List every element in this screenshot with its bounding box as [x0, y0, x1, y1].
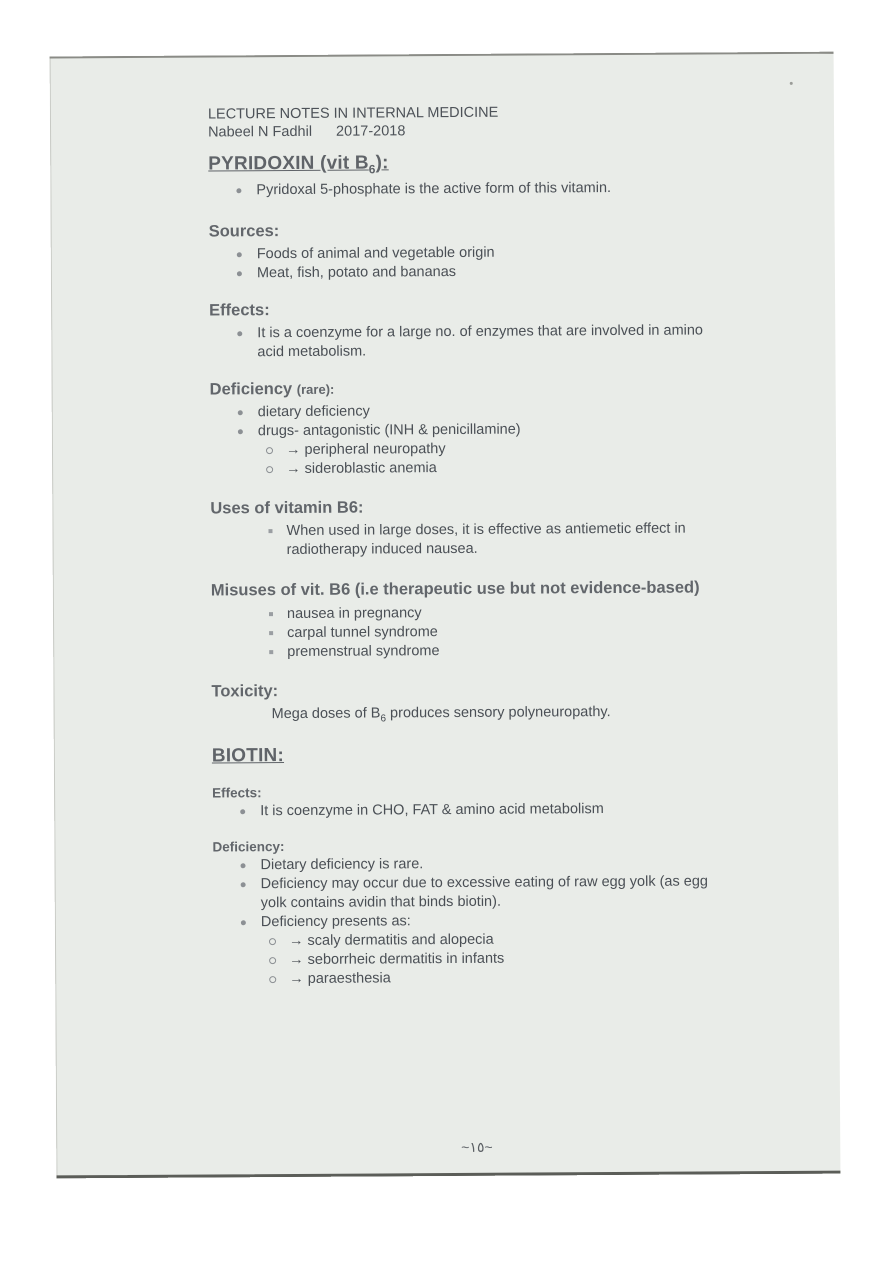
list-item-text: nausea in pregnancy: [286, 604, 422, 622]
list-item: [212, 799, 772, 821]
biotin-title: BIOTIN:: [211, 744, 285, 767]
header-year: 2017-2018: [335, 123, 406, 140]
list-item: [210, 519, 716, 560]
biotin-effects-list: [212, 799, 772, 821]
toxicity-heading: Toxicity:: [211, 681, 279, 701]
square-bullet-icon: [269, 612, 273, 616]
list-item-text: dietary deficiency: [257, 403, 370, 420]
list-item: [209, 261, 769, 283]
list-item: [211, 640, 771, 662]
circle-bullet-icon: [269, 938, 276, 945]
biotin-deficiency-list: [212, 853, 773, 989]
misuses-heading: Misuses of vit. B6 (i.e therapeutic use but not evidence-based): [210, 578, 700, 600]
square-bullet-icon: [269, 631, 273, 635]
effects-heading: Effects:: [209, 300, 270, 320]
bullet-icon: [241, 863, 246, 868]
list-item-text: → sideroblastic anemia: [286, 459, 437, 477]
header-author: Nabeel N Fadhil: [208, 123, 313, 141]
toxicity-text-sub: 6: [380, 713, 387, 725]
bullet-icon: [237, 271, 242, 276]
effects-list: [209, 321, 769, 362]
deficiency-heading-text: Deficiency: [209, 379, 293, 399]
header-title: LECTURE NOTES IN INTERNAL MEDICINE: [207, 104, 499, 123]
list-item-text: Deficiency may occur due to excessive eating of raw egg yolk (as egg yolk contains avidin that binds biotin).: [260, 873, 708, 911]
list-item-text: drugs- antagonistic (INH & penicillamine): [257, 421, 521, 439]
bullet-icon: [241, 920, 246, 925]
pyridoxin-title-sub: 6: [368, 162, 376, 177]
list-item-text: Pyridoxal 5-phosphate is the active form of this vitamin.: [256, 179, 612, 198]
misuses-list: [211, 602, 771, 662]
list-item: [213, 872, 721, 913]
toxicity-text: [212, 702, 772, 729]
list-item: [208, 178, 768, 200]
list-item-text: carpal tunnel syndrome: [287, 623, 438, 641]
speck: [790, 82, 793, 85]
biotin-effects-heading: Effects:: [212, 784, 262, 801]
bullet-icon: [236, 188, 241, 193]
list-item-text: → seborrheic dermatitis in infants: [289, 950, 505, 968]
square-bullet-icon: [268, 529, 272, 533]
list-item-text: It is coenzyme in CHO, FAT & amino acid metabolism: [260, 800, 604, 819]
biotin-deficiency-heading: Deficiency:: [212, 838, 285, 855]
circle-bullet-icon: [269, 976, 276, 983]
list-item-text: Foods of animal and vegetable origin: [256, 244, 495, 262]
page-content: [208, 102, 773, 989]
bullet-icon: [241, 882, 246, 887]
toxicity-text-b: produces sensory polyneuropathy.: [385, 703, 611, 722]
pyridoxin-title-text: PYRIDOXIN (vit B: [208, 152, 369, 175]
list-item-text: → peripheral neuropathy: [285, 440, 446, 458]
uses-list: [210, 519, 770, 560]
list-item-text: When used in large doses, it is effective as antiemetic effect in radiotherapy induced nausea.: [286, 520, 686, 558]
paper-sheet: [50, 52, 841, 1179]
circle-bullet-icon: [269, 957, 276, 964]
sub-list-item: [210, 457, 770, 479]
list-item-text: Dietary deficiency is rare.: [260, 855, 424, 873]
bullet-icon: [237, 252, 242, 257]
list-item-text: Meat, fish, potato and bananas: [256, 263, 457, 281]
list-item-text: Deficiency presents as:: [260, 912, 411, 930]
square-bullet-icon: [269, 650, 273, 654]
circle-bullet-icon: [266, 466, 273, 473]
deficiency-list: [210, 400, 770, 479]
list-item-text: premenstrual syndrome: [287, 642, 440, 660]
list-item-text: It is a coenzyme for a large no. of enzymes that are involved in amino acid metabolism.: [257, 322, 704, 360]
bullet-icon: [238, 429, 243, 434]
deficiency-heading: [210, 377, 770, 399]
bullet-icon: [238, 410, 243, 415]
sub-list-item: [213, 967, 773, 989]
sources-heading: Sources:: [208, 221, 280, 241]
sources-list: [209, 242, 769, 283]
page-number: ~١٥~: [461, 1138, 493, 1155]
list-item: [209, 321, 717, 362]
header-author-line: [208, 120, 768, 141]
deficiency-heading-note: (rare):: [296, 381, 335, 397]
list-item-text: → paraesthesia: [289, 970, 391, 987]
uses-heading: Uses of vitamin B6:: [210, 498, 364, 518]
pyridoxin-title-end: ):: [375, 152, 389, 174]
toxicity-text-a: Mega doses of B: [271, 705, 381, 722]
list-item-text: → scaly dermatitis and alopecia: [288, 931, 494, 949]
circle-bullet-icon: [266, 447, 273, 454]
bullet-icon: [237, 331, 242, 336]
bullet-icon: [240, 809, 245, 814]
pyridoxin-title: [208, 150, 768, 177]
pyridoxin-list: [208, 178, 768, 200]
